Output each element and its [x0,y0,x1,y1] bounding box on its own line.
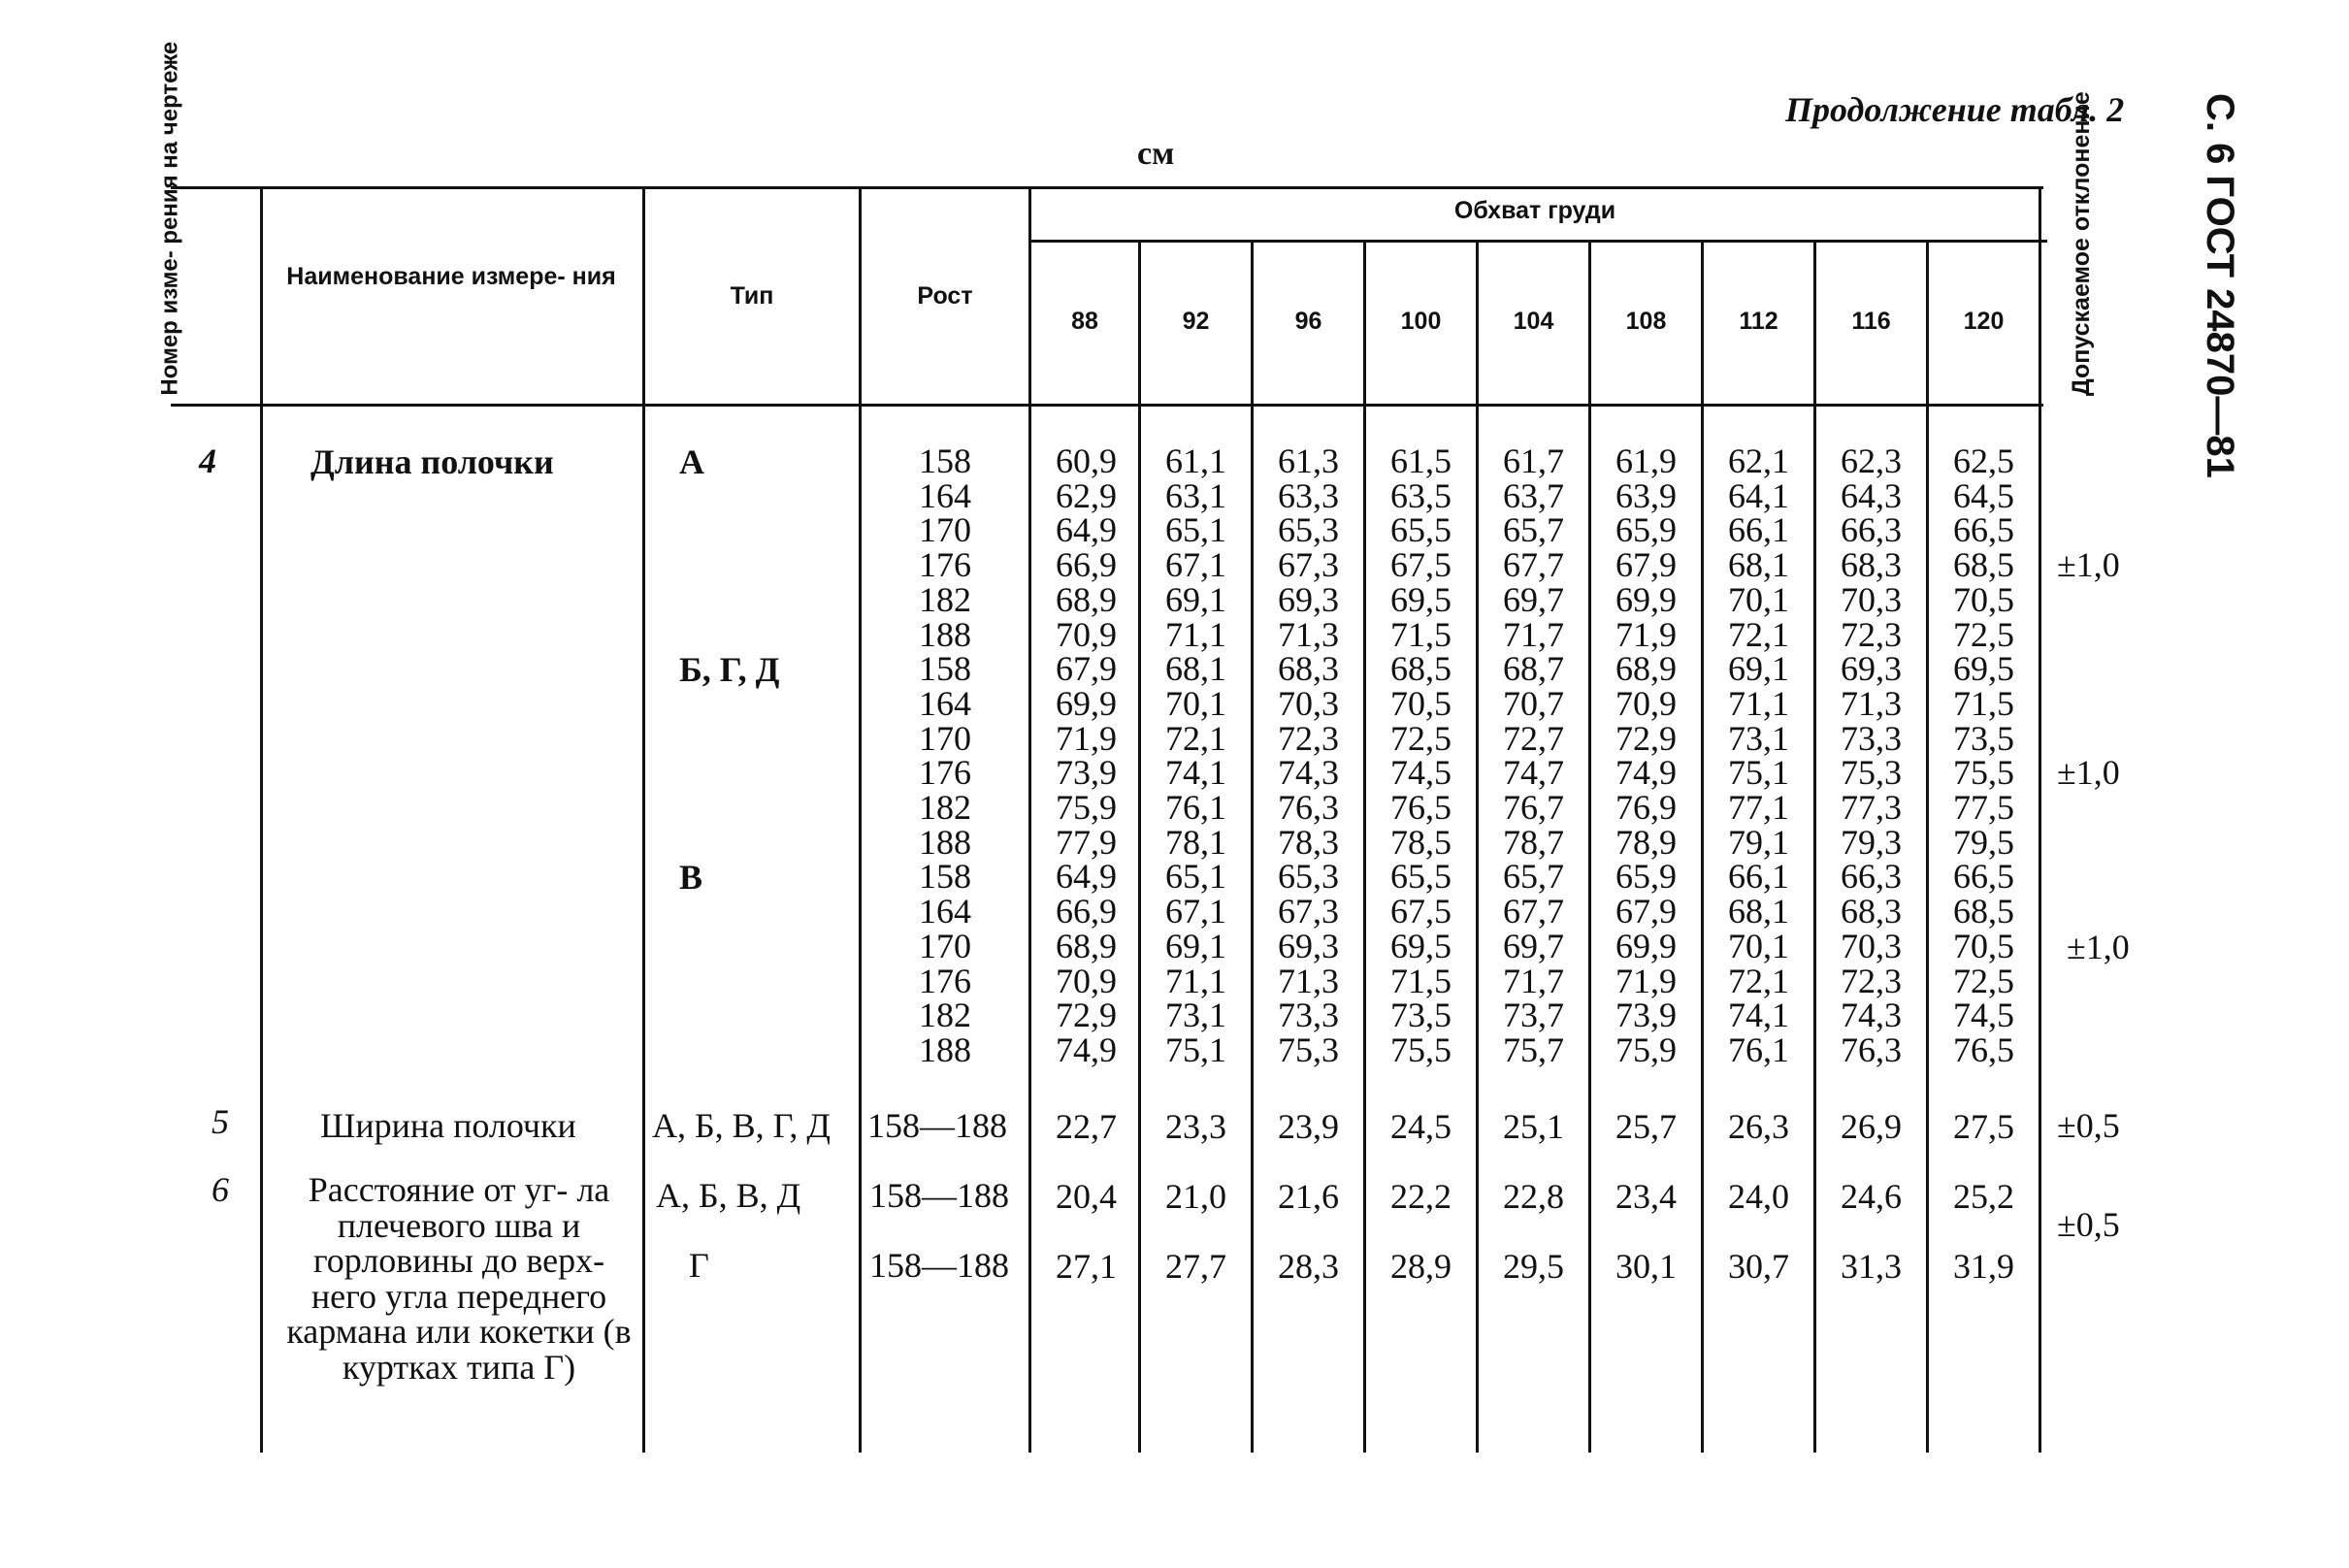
height-value: 164 [919,475,971,515]
table-cell: 74,5 [1390,753,1452,793]
table-cell: 74,1 [1728,996,1789,1035]
table-cell: 61,5 [1390,441,1452,480]
table-cell: 78,1 [1165,822,1226,862]
table-cell: 71,5 [1390,961,1452,1000]
table-cell: 66,3 [1841,857,1902,897]
table-cell: 28,9 [1390,1247,1452,1286]
height-value: 182 [919,579,971,619]
table-cell: 70,9 [1615,683,1677,723]
table-cell: 71,9 [1615,614,1677,654]
table-cell: 26,9 [1841,1107,1902,1146]
row4-name: Длина полочки [310,442,554,481]
table-cell: 69,1 [1165,926,1226,965]
table-cell: 72,5 [1953,961,2014,1000]
table-cell: 72,7 [1503,718,1564,758]
height-value: 176 [919,753,971,793]
table-cell: 67,9 [1056,649,1117,689]
table-cell: 26,3 [1728,1107,1789,1146]
row5-number: 5 [212,1102,229,1141]
table-cell: 65,1 [1165,510,1226,550]
table-cell: 69,9 [1615,926,1677,965]
height-value: 170 [919,926,971,965]
chest-value-column [1479,441,1588,1069]
table-cell: 78,7 [1503,822,1564,862]
height-value: 176 [919,961,971,1000]
table-cell: 75,3 [1278,1029,1339,1069]
table-cell: 75,1 [1165,1029,1226,1069]
table-cell: 64,9 [1056,510,1117,550]
unit-label: см [1137,136,1175,172]
table-cell: 63,9 [1615,475,1677,515]
table-cell: 76,5 [1953,1029,2014,1069]
table-cell: 73,7 [1503,996,1564,1035]
table-cell: 75,5 [1390,1029,1452,1069]
height-value: 164 [919,683,971,723]
table-cell: 31,9 [1953,1247,2014,1286]
table-cell: 70,1 [1165,683,1226,723]
table-cell: 67,5 [1390,892,1452,931]
table-cell: 22,7 [1056,1107,1117,1146]
table-cell: 72,3 [1841,961,1902,1000]
table-cell: 69,1 [1165,579,1226,619]
row4-type: В [679,858,703,897]
chest-value-column [1929,441,2039,1069]
header-number: Номер изме- рения на чертеже [156,41,183,396]
table-cell: 67,5 [1390,545,1452,585]
row4-number: 4 [199,441,216,480]
chest-header-cell: 108 [1625,308,1667,335]
table-cell: 68,3 [1841,892,1902,931]
row4-tolerance: ±1,0 [2057,545,2120,584]
table-cell: 63,1 [1165,475,1226,515]
table-cell: 67,7 [1503,545,1564,585]
row4-heights-column [862,441,1028,1069]
row6-type-b: Г [689,1246,709,1285]
height-value: 158 [919,649,971,689]
table-cell: 65,7 [1503,857,1564,897]
table-cell: 75,5 [1953,753,2014,793]
table-cell: 78,5 [1390,822,1452,862]
table-cell: 72,1 [1165,718,1226,758]
header-height: Рост [917,282,973,310]
table-cell: 72,5 [1390,718,1452,758]
table-cell: 30,1 [1615,1247,1677,1286]
table-cell: 74,3 [1841,996,1902,1035]
table-cell: 64,9 [1056,857,1117,897]
header-tolerance: Допускаемое отклонение [2067,91,2095,397]
table-cell: 72,9 [1056,996,1117,1035]
table-cell: 69,7 [1503,579,1564,619]
chest-value-column [1591,441,1701,1069]
table-cell: 24,6 [1841,1177,1902,1216]
table-cell: 31,3 [1841,1247,1902,1286]
table-cell: 23,3 [1165,1107,1226,1146]
chest-header-cell: 92 [1182,308,1210,335]
table-cell: 68,1 [1728,892,1789,931]
height-value: 182 [919,996,971,1035]
table-cell: 21,0 [1165,1177,1226,1216]
side-page-label: С. 6 ГОСТ 24870—81 [2199,93,2241,478]
table-cell: 75,3 [1841,753,1902,793]
table-cell: 60,9 [1056,441,1117,480]
table-cell: 70,1 [1728,926,1789,965]
table-cell: 79,3 [1841,822,1902,862]
table-cell: 30,7 [1728,1247,1789,1286]
height-value: 176 [919,545,971,585]
table-cell: 68,5 [1953,545,2014,585]
table-cell: 67,9 [1615,892,1677,931]
table-cell: 68,9 [1615,649,1677,689]
row6-height-b: 158—188 [869,1246,1009,1285]
table-cell: 69,3 [1278,926,1339,965]
table-cell: 70,9 [1056,614,1117,654]
table-cell: 68,5 [1390,649,1452,689]
table-cell: 66,5 [1953,857,2014,897]
table-cell: 71,7 [1503,961,1564,1000]
table-cell: 69,7 [1503,926,1564,965]
table-cell: 76,3 [1278,788,1339,828]
table-cell: 71,3 [1278,614,1339,654]
table-cell: 66,1 [1728,857,1789,897]
height-value: 170 [919,718,971,758]
table-cell: 68,1 [1728,545,1789,585]
table-cell: 71,5 [1390,614,1452,654]
table-cell: 25,7 [1615,1107,1677,1146]
chest-header-cell: 88 [1071,308,1098,335]
table-cell: 71,3 [1278,961,1339,1000]
table-cell: 61,1 [1165,441,1226,480]
table-cell: 74,5 [1953,996,2014,1035]
table-cell: 64,1 [1728,475,1789,515]
table-cell: 62,9 [1056,475,1117,515]
row6-height-a: 158—188 [869,1176,1009,1215]
table-cell: 70,5 [1390,683,1452,723]
table-cell: 71,7 [1503,614,1564,654]
table-cell: 73,3 [1841,718,1902,758]
table-cell: 73,5 [1953,718,2014,758]
table-cell: 76,9 [1615,788,1677,828]
table-cell: 69,3 [1278,579,1339,619]
table-cell: 65,3 [1278,857,1339,897]
table-cell: 73,1 [1728,718,1789,758]
table-continuation-caption: Продолжение табл. 2 [1785,90,2125,129]
table-cell: 69,9 [1615,579,1677,619]
row4-tolerance: ±1,0 [2057,753,2120,792]
table-cell: 78,3 [1278,822,1339,862]
table-cell: 77,9 [1056,822,1117,862]
table-cell: 66,1 [1728,510,1789,550]
table-cell: 75,9 [1056,788,1117,828]
table-cell: 70,5 [1953,926,2014,965]
table-cell: 73,9 [1056,753,1117,793]
table-cell: 72,3 [1841,614,1902,654]
row5-type: А, Б, В, Г, Д [652,1106,831,1145]
table-cell: 77,3 [1841,788,1902,828]
chest-header-cell: 96 [1294,308,1322,335]
table-cell: 67,3 [1278,545,1339,585]
row4-type: А [679,442,704,481]
table-cell: 67,1 [1165,545,1226,585]
table-cell: 68,3 [1278,649,1339,689]
table-cell: 21,6 [1278,1177,1339,1216]
table-cell: 64,5 [1953,475,2014,515]
height-value: 170 [919,510,971,550]
table-cell: 68,1 [1165,649,1226,689]
table-cell: 66,5 [1953,510,2014,550]
table-cell: 71,9 [1615,961,1677,1000]
height-value: 158 [919,441,971,480]
table-cell: 71,1 [1165,614,1226,654]
height-value: 188 [919,822,971,862]
chest-header-cell: 100 [1400,308,1442,335]
table-cell: 68,5 [1953,892,2014,931]
row4-type: Б, Г, Д [679,650,780,689]
table-cell: 20,4 [1056,1177,1117,1216]
table-cell: 72,3 [1278,718,1339,758]
table-cell: 74,1 [1165,753,1226,793]
table-cell: 71,3 [1841,683,1902,723]
table-cell: 23,4 [1615,1177,1677,1216]
table-cell: 22,8 [1503,1177,1564,1216]
table-cell: 73,5 [1390,996,1452,1035]
table-cell: 61,9 [1615,441,1677,480]
table-cell: 74,7 [1503,753,1564,793]
table-cell: 67,1 [1165,892,1226,931]
table-cell: 71,1 [1728,683,1789,723]
table-cell: 62,3 [1841,441,1902,480]
table-cell: 70,7 [1503,683,1564,723]
table-cell: 70,3 [1841,926,1902,965]
table-cell: 24,5 [1390,1107,1452,1146]
table-cell: 70,3 [1278,683,1339,723]
table-cell: 77,5 [1953,788,2014,828]
height-value: 188 [919,1029,971,1069]
table-cell: 28,3 [1278,1247,1339,1286]
table-cell: 70,9 [1056,961,1117,1000]
table-cell: 68,7 [1503,649,1564,689]
table-cell: 72,1 [1728,961,1789,1000]
row5-height: 158—188 [867,1106,1007,1145]
table-cell: 62,1 [1728,441,1789,480]
table-cell: 67,9 [1615,545,1677,585]
table-cell: 23,9 [1278,1107,1339,1146]
table-cell: 77,1 [1728,788,1789,828]
row5-name: Ширина полочки [320,1106,576,1145]
table-cell: 27,7 [1165,1247,1226,1286]
table-cell: 63,7 [1503,475,1564,515]
height-value: 158 [919,857,971,897]
table-cell: 64,3 [1841,475,1902,515]
table-cell: 75,7 [1503,1029,1564,1069]
table-cell: 27,5 [1953,1107,2014,1146]
header-name: Наименование измере- ния [286,263,616,290]
table-cell: 76,1 [1165,788,1226,828]
row4-tolerance: ±1,0 [2067,928,2130,966]
row6-number: 6 [212,1170,229,1209]
chest-value-column [1254,441,1363,1069]
table-cell: 66,9 [1056,545,1117,585]
table-cell: 74,9 [1615,753,1677,793]
chest-value-column [1366,441,1476,1069]
table-cell: 65,3 [1278,510,1339,550]
chest-header-cell: 112 [1739,308,1778,335]
table-cell: 72,1 [1728,614,1789,654]
table-cell: 61,7 [1503,441,1564,480]
table-cell: 65,5 [1390,510,1452,550]
table-cell: 69,1 [1728,649,1789,689]
height-value: 188 [919,614,971,654]
chest-header-cell: 120 [1963,308,2005,335]
table-cell: 78,9 [1615,822,1677,862]
header-chest-group: Обхват груди [1453,197,1616,224]
table-cell: 79,5 [1953,822,2014,862]
table-cell: 63,5 [1390,475,1452,515]
row6-tolerance: ±0,5 [2057,1205,2120,1244]
table-cell: 70,5 [1953,579,2014,619]
chest-value-column [1816,441,1926,1069]
table-cell: 24,0 [1728,1177,1789,1216]
table-cell: 65,9 [1615,510,1677,550]
table-cell: 74,3 [1278,753,1339,793]
table-cell: 25,1 [1503,1107,1564,1146]
chest-header-cell: 116 [1851,308,1891,335]
table-cell: 76,1 [1728,1029,1789,1069]
table-cell: 62,5 [1953,441,2014,480]
table-cell: 68,9 [1056,926,1117,965]
table-cell: 25,2 [1953,1177,2014,1216]
table-cell: 65,1 [1165,857,1226,897]
table-cell: 71,1 [1165,961,1226,1000]
table-cell: 72,5 [1953,614,2014,654]
table-cell: 71,9 [1056,718,1117,758]
table-cell: 69,9 [1056,683,1117,723]
table-cell: 75,9 [1615,1029,1677,1069]
row5-tolerance: ±0,5 [2057,1106,2120,1145]
table-cell: 70,3 [1841,579,1902,619]
table-cell: 79,1 [1728,822,1789,862]
table-cell: 67,7 [1503,892,1564,931]
table-cell: 69,5 [1390,926,1452,965]
table-cell: 76,7 [1503,788,1564,828]
table-cell: 76,3 [1841,1029,1902,1069]
table-cell: 71,5 [1953,683,2014,723]
table-cell: 69,5 [1390,579,1452,619]
row6-name: Расстояние от уг- ла плечевого шва и горловины до верх- него угла переднего кармана или кокетки (в куртках типа Г) [286,1170,632,1387]
chest-value-column [1704,441,1813,1069]
table-cell: 69,3 [1841,649,1902,689]
table-cell: 73,1 [1165,996,1226,1035]
row6-type-a: А, Б, В, Д [656,1176,801,1215]
table-cell: 22,2 [1390,1177,1452,1216]
table-cell: 74,9 [1056,1029,1117,1069]
chest-value-column [1031,441,1141,1069]
chest-value-column [1141,441,1251,1069]
chest-header-cell: 104 [1513,308,1554,335]
table-cell: 67,3 [1278,892,1339,931]
table-cell: 66,9 [1056,892,1117,931]
table-cell: 65,5 [1390,857,1452,897]
table-cell: 29,5 [1503,1247,1564,1286]
table-cell: 72,9 [1615,718,1677,758]
table-cell: 76,5 [1390,788,1452,828]
table-cell: 66,3 [1841,510,1902,550]
table-cell: 70,1 [1728,579,1789,619]
header-type: Тип [730,282,774,310]
table-cell: 27,1 [1056,1247,1117,1286]
height-value: 164 [919,892,971,931]
table-cell: 68,9 [1056,579,1117,619]
table-cell: 75,1 [1728,753,1789,793]
table-cell: 65,7 [1503,510,1564,550]
table-cell: 61,3 [1278,441,1339,480]
table-cell: 69,5 [1953,649,2014,689]
table-cell: 65,9 [1615,857,1677,897]
table-cell: 73,9 [1615,996,1677,1035]
table-cell: 73,3 [1278,996,1339,1035]
height-value: 182 [919,788,971,828]
table-cell: 63,3 [1278,475,1339,515]
table-cell: 68,3 [1841,545,1902,585]
